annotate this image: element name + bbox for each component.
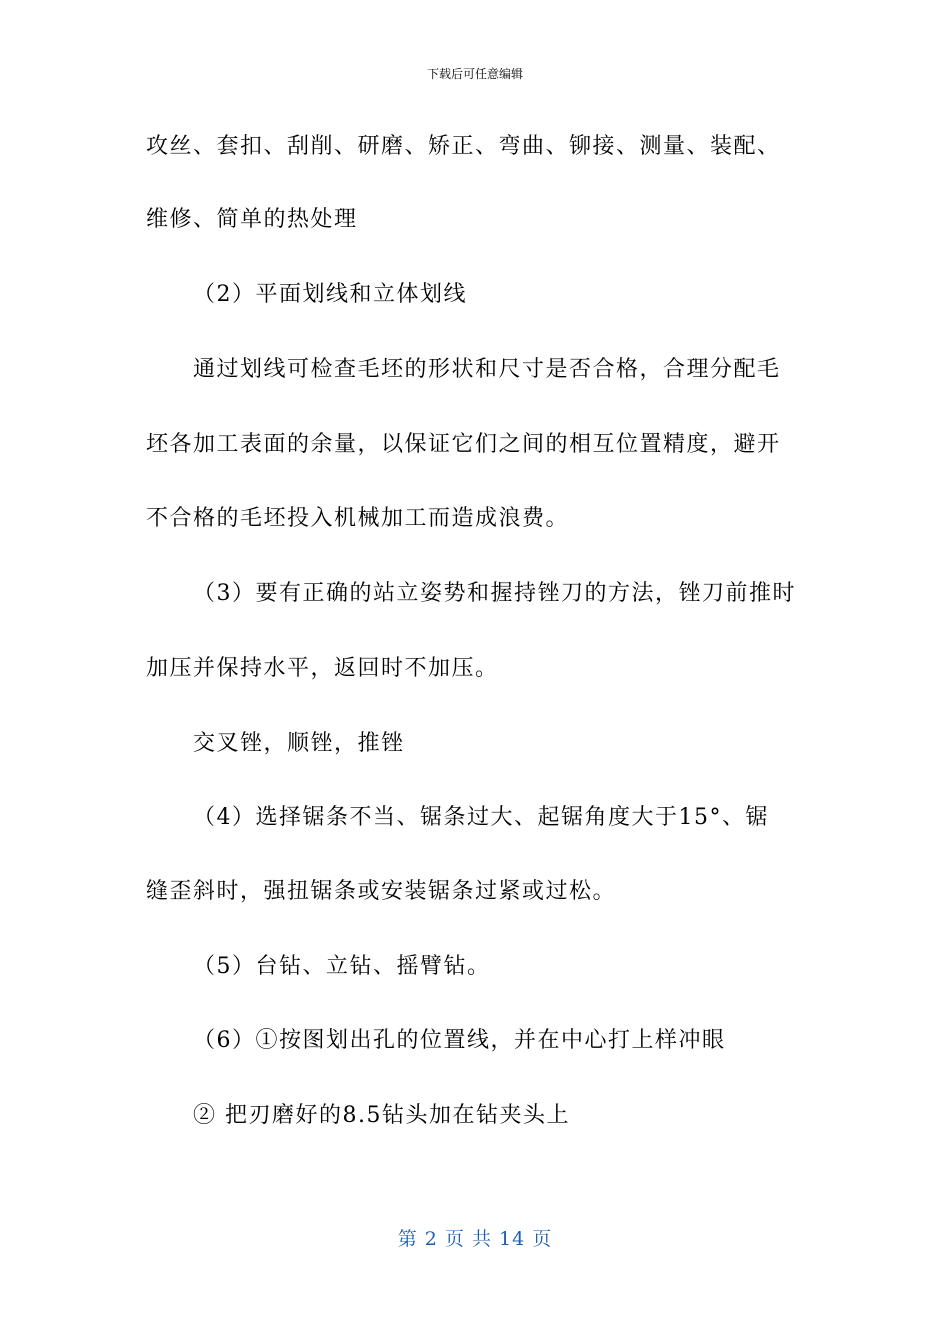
body-line-11: 缝歪斜时，强扭锯条或安装锯条过紧或过松。 <box>146 879 617 904</box>
body-line-3: （2）平面划线和立体划线 <box>193 282 467 307</box>
body-line-13: （6）①按图划出孔的位置线，并在中心打上样冲眼 <box>193 1028 726 1053</box>
body-line-7: （3）要有正确的站立姿势和握持锉刀的方法，锉刀前推时 <box>193 581 796 606</box>
page-number-footer: 第 2 页 共 14 页 <box>397 1228 553 1250</box>
body-line-1: 攻丝、套扣、刮削、研磨、矫正、弯曲、铆接、测量、装配、 <box>146 134 781 159</box>
body-line-10: （4）选择锯条不当、锯条过大、起锯角度大于15°、锯 <box>193 805 769 830</box>
body-line-12: （5）台钻、立钻、摇臂钻。 <box>193 954 491 979</box>
page-header-note: 下载后可任意编辑 <box>426 67 523 81</box>
body-line-9: 交叉锉，顺锉，推锉 <box>193 731 405 756</box>
body-line-5: 坯各加工表面的余量，以保证它们之间的相互位置精度，避开 <box>146 432 781 457</box>
body-line-6: 不合格的毛坯投入机械加工而造成浪费。 <box>146 506 570 531</box>
body-line-4: 通过划线可检查毛坯的形状和尺寸是否合格，合理分配毛 <box>193 357 781 382</box>
body-line-8: 加压并保持水平，返回时不加压。 <box>146 656 499 681</box>
body-line-14: ② 把刃磨好的8.5钻头加在钻夹头上 <box>193 1103 570 1128</box>
body-line-2: 维修、简单的热处理 <box>146 207 358 232</box>
